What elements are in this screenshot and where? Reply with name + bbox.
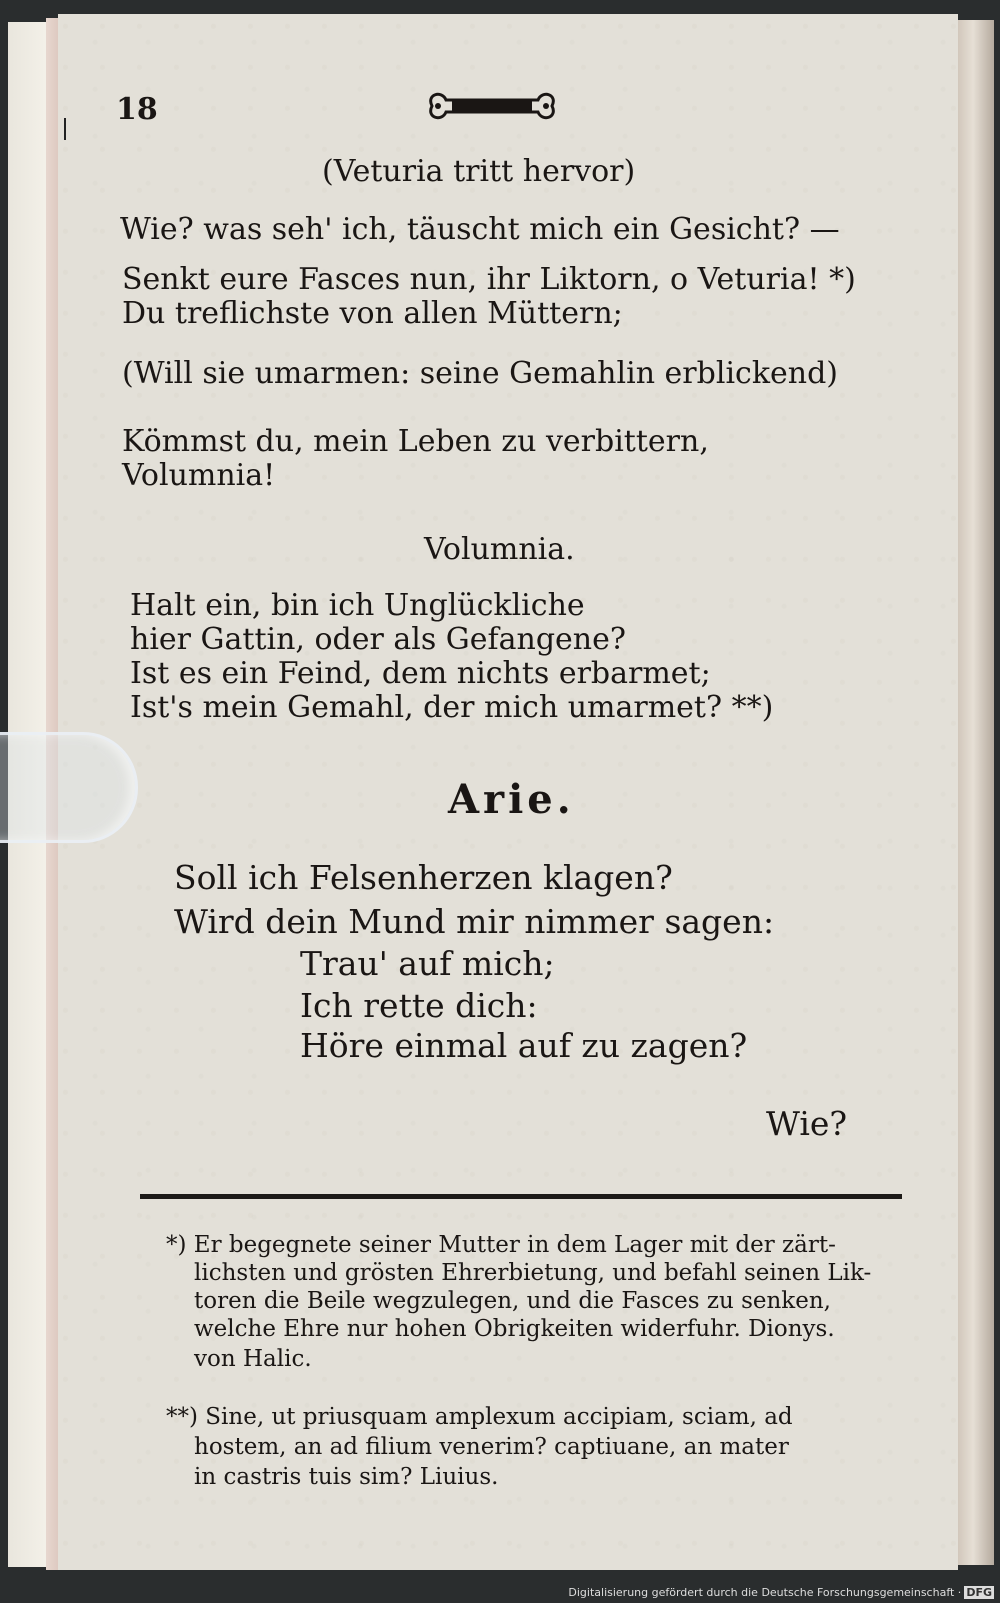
footnote-line: hostem, an ad filium venerim? captiuane, an mater [194,1434,789,1460]
footnote-line: lichsten und grösten Ehrerbietung, und befahl seinen Lik- [194,1260,872,1286]
footnote-line: in castris tuis sim? Liuius. [194,1464,499,1490]
page-clip [0,732,138,843]
aria-line: Soll ich Felsenherzen klagen? [174,858,673,897]
verse-line: Volumnia! [122,458,276,493]
footnote-line: **) Sine, ut priusquam amplexum accipiam, sciam, ad [166,1404,793,1430]
margin-mark [64,118,66,140]
verse-line: Kömmst du, mein Leben zu verbittern, [122,424,709,459]
credit-text: Digitalisierung gefördert durch die Deutsche Forschungsgemeinschaft · [568,1586,962,1599]
footnote-line: *) Er begegnete seiner Mutter in dem Lager mit der zärt- [166,1232,836,1258]
footnote-line: toren die Beile wegzulegen, und die Fasces zu senken, [194,1288,831,1314]
aria-line: Wird dein Mund mir nimmer sagen: [174,902,775,941]
speaker-name: Volumnia. [424,532,575,567]
verse-line: hier Gattin, oder als Gefangene? [130,622,626,657]
right-page-stack [956,20,994,1565]
stage-direction: (Veturia tritt hervor) [322,154,636,189]
verse-line: Halt ein, bin ich Unglückliche [130,588,585,623]
verse-line: Wie? was seh' ich, täuscht mich ein Gesicht? — [120,212,840,247]
page-number: 18 [116,92,158,127]
footnote-line: von Halic. [194,1346,312,1372]
footnote-rule [140,1194,902,1199]
aria-line: Höre einmal auf zu zagen? [300,1026,748,1065]
verse-line: Du treflichste von allen Müttern; [122,296,623,331]
aria-line: Ich rette dich: [300,986,538,1025]
verse-line: Senkt eure Fasces nun, ihr Liktorn, o Veturia! *) [122,262,856,297]
catchword: Wie? [766,1104,848,1143]
stage-direction: (Will sie umarmen: seine Gemahlin erblickend) [122,356,839,391]
aria-line: Trau' auf mich; [300,944,555,983]
ornament-icon [424,86,560,126]
aria-heading: Arie. [448,776,575,823]
footnote-line: welche Ehre nur hohen Obrigkeiten widerfuhr. Dionys. [194,1316,835,1342]
verse-line: Ist's mein Gemahl, der mich umarmet? **) [130,690,774,725]
dfg-logo: DFG [966,1586,992,1599]
verse-line: Ist es ein Feind, dem nichts erbarmet; [130,656,711,691]
digitization-credit [568,1586,994,1599]
